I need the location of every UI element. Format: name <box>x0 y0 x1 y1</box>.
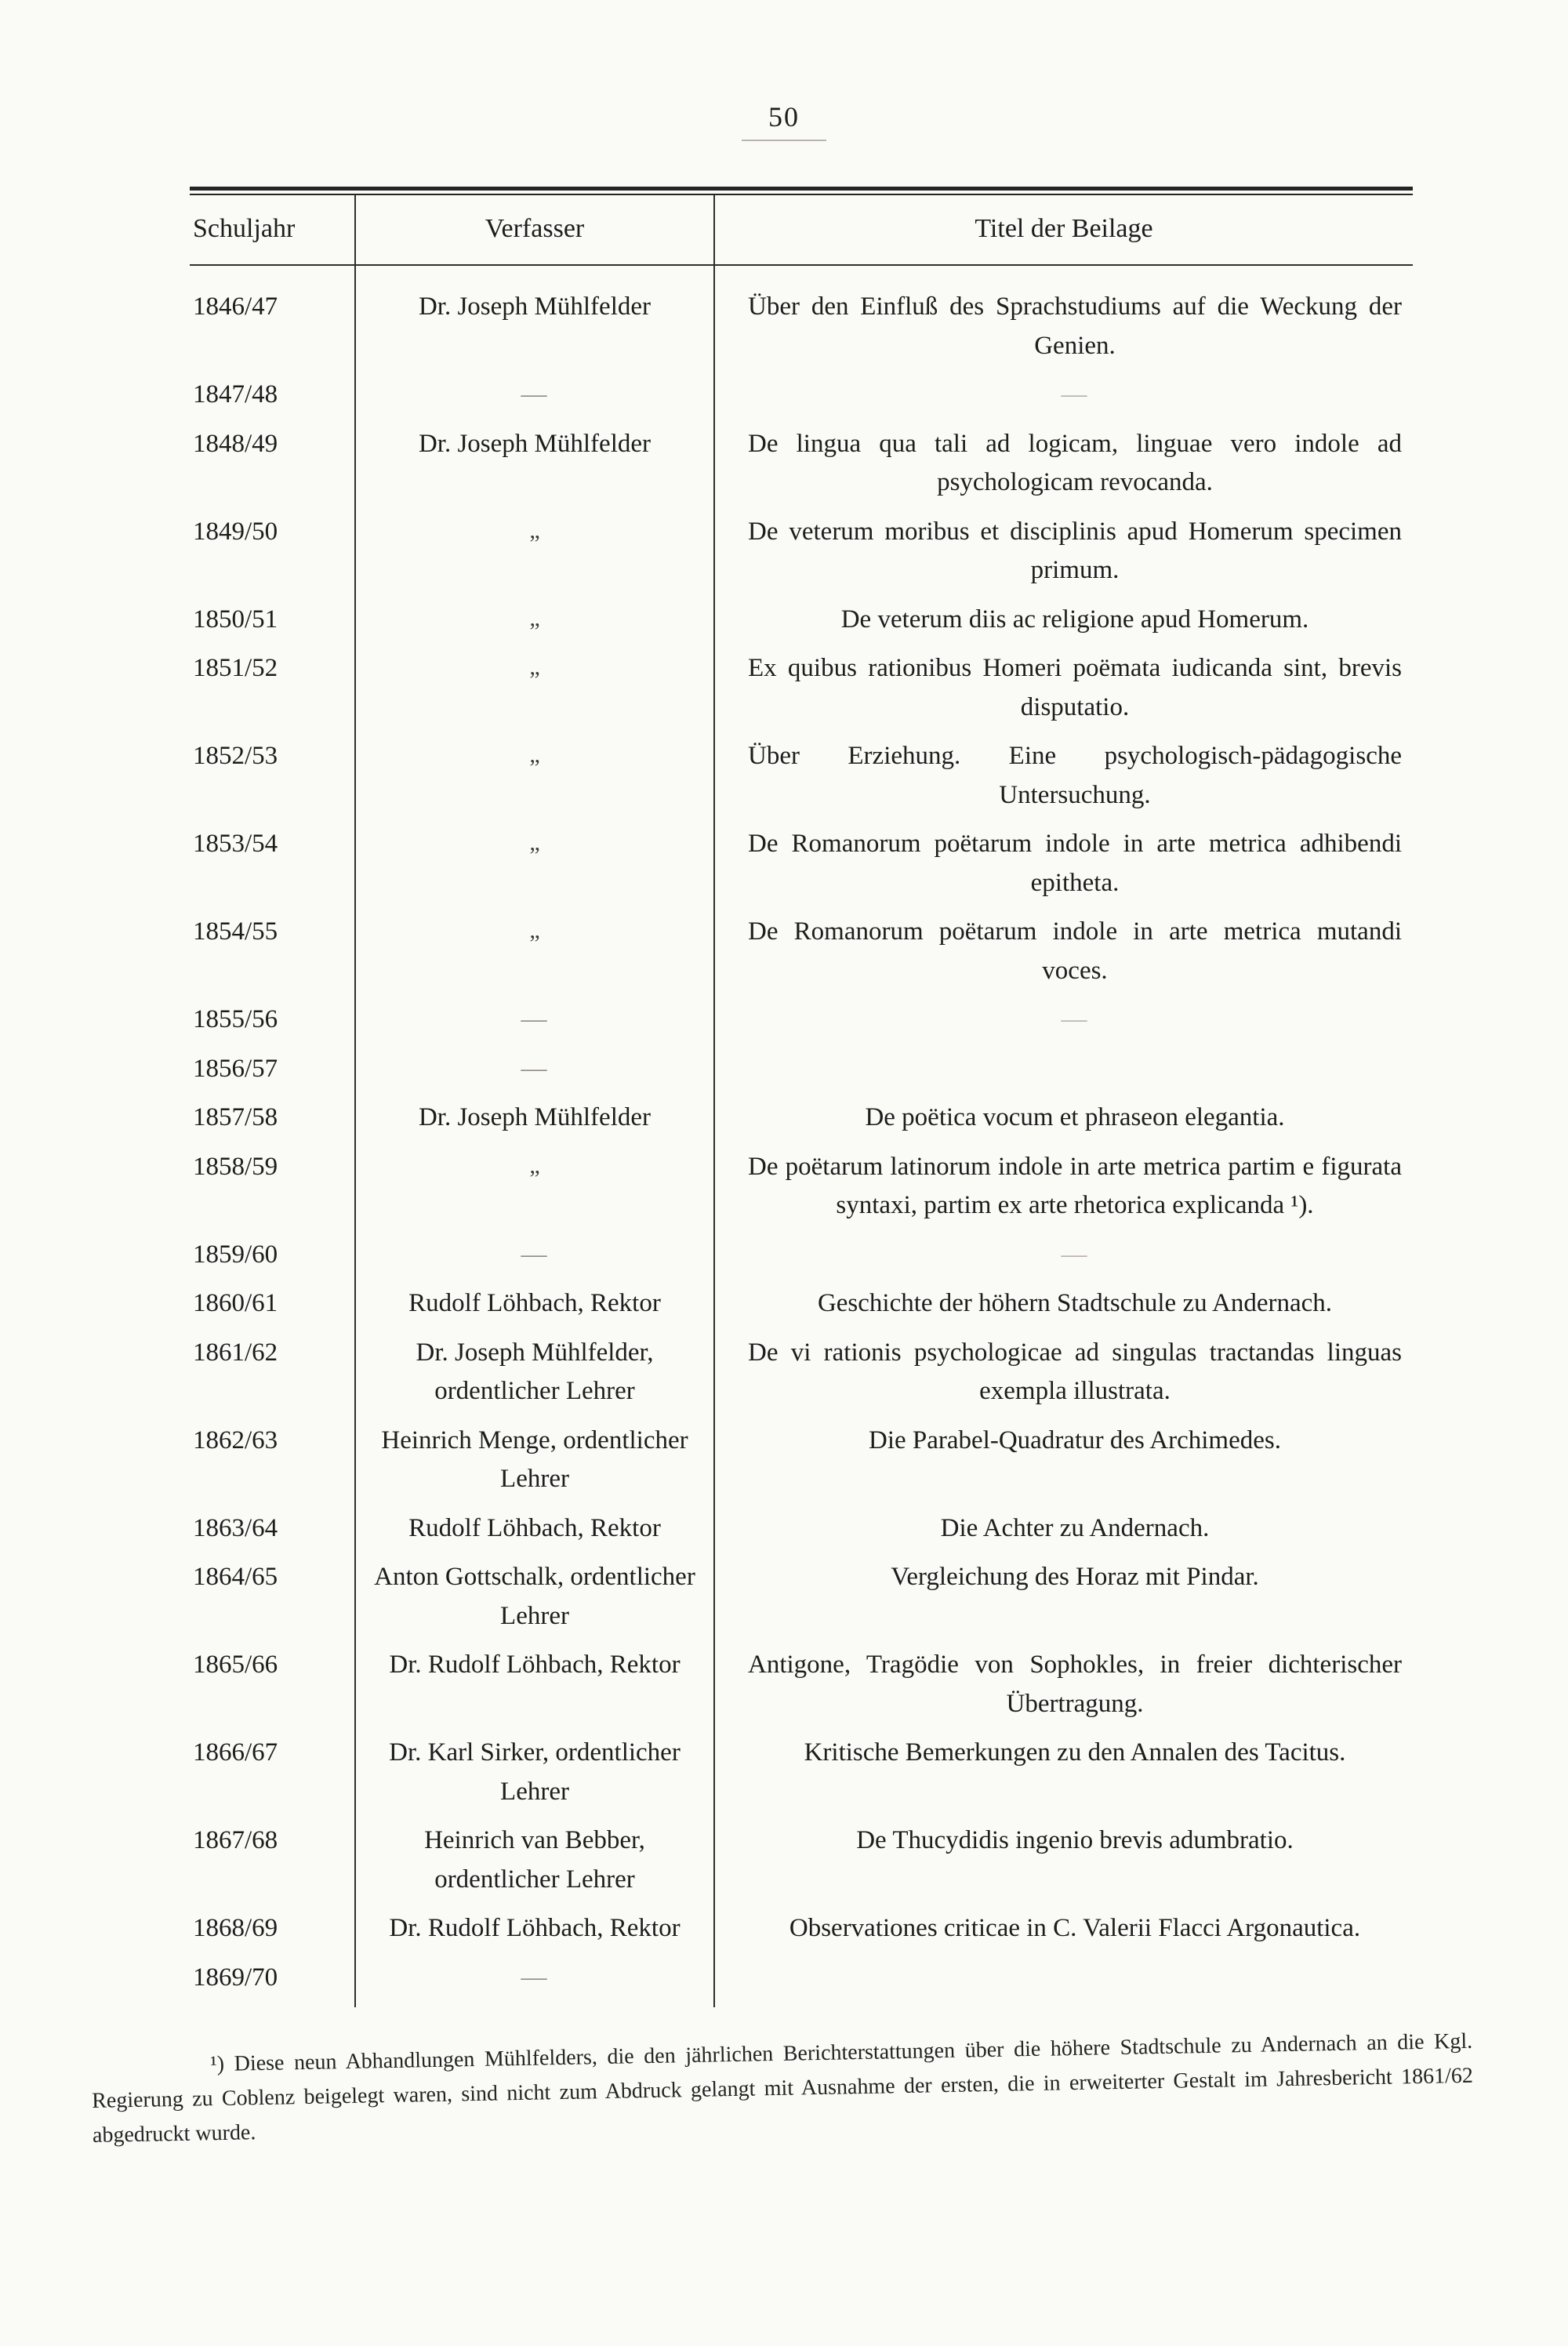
author-cell: „ <box>356 737 715 825</box>
title-cell: De lingua qua tali ad logicam, linguae vero indole ad psychologicam revocanda. <box>748 429 1402 496</box>
author-cell: „ <box>356 913 715 1000</box>
table-row <box>190 1422 1413 1509</box>
header-schuljahr: Schuljahr <box>190 195 356 264</box>
title-cell: — <box>1061 380 1089 409</box>
author-cell: Rudolf Löhbach, Rektor <box>356 1509 715 1559</box>
author-cell: — <box>356 1050 715 1099</box>
year-cell: 1849/50 <box>190 513 356 601</box>
title-cell: Über Erziehung. Eine psychologisch-pädagogische Untersuchung. <box>748 742 1402 809</box>
year-cell: 1861/62 <box>190 1334 356 1422</box>
table-row <box>190 1334 1413 1422</box>
author-cell: „ <box>356 649 715 737</box>
author-cell: Dr. Joseph Mühlfelder <box>356 1099 715 1148</box>
table-header-row <box>190 195 1413 266</box>
table-top-rule <box>190 187 1413 195</box>
title-cell: Observationes criticae in C. Valerii Flacci Argonautica. <box>789 1914 1361 1942</box>
title-cell: Die Achter zu Andernach. <box>940 1513 1210 1542</box>
author-cell: — <box>356 1959 715 2008</box>
author-cell: — <box>356 376 715 425</box>
table-row <box>190 601 1413 650</box>
table-row <box>190 1148 1413 1236</box>
author-cell: „ <box>356 825 715 913</box>
author-cell: Dr. Rudolf Löhbach, Rektor <box>356 1909 715 1959</box>
table-row <box>190 1558 1413 1646</box>
author-cell: „ <box>356 1148 715 1236</box>
table-row <box>190 1959 1413 2008</box>
year-cell: 1848/49 <box>190 425 356 513</box>
title-cell: Geschichte der höhern Stadtschule zu Andernach. <box>817 1289 1333 1317</box>
year-cell: 1868/69 <box>190 1909 356 1959</box>
table-row <box>190 1050 1413 1099</box>
table-row <box>190 1236 1413 1285</box>
year-cell: 1850/51 <box>190 601 356 650</box>
year-cell: 1852/53 <box>190 737 356 825</box>
title-cell: Kritische Bemerkungen zu den Annalen des Tacitus. <box>804 1738 1346 1767</box>
author-cell: Dr. Joseph Mühlfelder, ordentlicher Lehrer <box>356 1334 715 1422</box>
table-row <box>190 825 1413 913</box>
title-cell: Die Parabel-Quadratur des Archimedes. <box>869 1425 1281 1454</box>
title-cell: De poëtica vocum et phraseon elegantia. <box>865 1103 1285 1131</box>
author-cell: Rudolf Löhbach, Rektor <box>356 1284 715 1334</box>
title-cell: De Romanorum poëtarum indole in arte metrica adhibendi epitheta. <box>748 830 1402 897</box>
author-cell: „ <box>356 513 715 601</box>
table-row <box>190 376 1413 425</box>
table-row <box>190 1734 1413 1821</box>
author-cell: Dr. Joseph Mühlfelder <box>356 425 715 513</box>
title-cell: Ex quibus rationibus Homeri poëmata iudicanda sint, brevis disputatio. <box>748 654 1402 721</box>
year-cell: 1866/67 <box>190 1734 356 1821</box>
table-row <box>190 1909 1413 1959</box>
table-row <box>190 425 1413 513</box>
table-body <box>190 266 1413 2007</box>
year-cell: 1853/54 <box>190 825 356 913</box>
header-verfasser: Verfasser <box>356 195 715 264</box>
author-cell: Dr. Karl Sirker, ordentlicher Lehrer <box>356 1734 715 1821</box>
title-cell <box>715 1050 1413 1099</box>
year-cell: 1864/65 <box>190 1558 356 1646</box>
title-cell: De veterum diis ac religione apud Homerum. <box>840 605 1309 634</box>
year-cell: 1857/58 <box>190 1099 356 1148</box>
header-titel-der-beilage: Titel der Beilage <box>975 214 1153 243</box>
author-cell: Heinrich van Bebber, ordentlicher Lehrer <box>356 1821 715 1909</box>
report-table <box>190 187 1413 2007</box>
title-cell: — <box>1061 1240 1089 1269</box>
year-cell: 1858/59 <box>190 1148 356 1236</box>
table-row <box>190 1000 1413 1050</box>
footnote: ¹) Diese neun Abhandlungen Mühlfelders, die den jährlichen Berichterstattungen über die höhere Stadtschule zu Andernach an die Kgl. Regierung zu Coblenz beigelegt waren, sind nicht zum Abdruck gelangt mit Ausnahme der ersten, die in erweiterter Gestalt im Jahresbericht 1861/62 abgedruckt wurde. <box>91 2028 1474 2148</box>
title-cell: De vi rationis psychologicae ad singulas tractandas linguas exempla illustrata. <box>748 1338 1402 1405</box>
year-cell: 1846/47 <box>190 266 356 376</box>
year-cell: 1860/61 <box>190 1284 356 1334</box>
year-cell: 1854/55 <box>190 913 356 1000</box>
author-cell: „ <box>356 601 715 650</box>
table-row <box>190 1509 1413 1559</box>
table-row <box>190 649 1413 737</box>
year-cell: 1867/68 <box>190 1821 356 1909</box>
table-row <box>190 1284 1413 1334</box>
author-cell: — <box>356 1236 715 1285</box>
author-cell: — <box>356 1000 715 1050</box>
author-cell: Heinrich Menge, ordentlicher Lehrer <box>356 1422 715 1509</box>
year-cell: 1851/52 <box>190 649 356 737</box>
author-cell: Dr. Rudolf Löhbach, Rektor <box>356 1646 715 1734</box>
title-cell <box>715 1959 1413 2008</box>
year-cell: 1863/64 <box>190 1509 356 1559</box>
year-cell: 1847/48 <box>190 376 356 425</box>
title-cell: De veterum moribus et disciplinis apud Homerum specimen primum. <box>748 517 1402 584</box>
title-cell: De poëtarum latinorum indole in arte metrica partim e figurata syntaxi, partim ex arte rhetorica explicanda ¹). <box>748 1152 1402 1219</box>
year-cell: 1856/57 <box>190 1050 356 1099</box>
table-row <box>190 1646 1413 1734</box>
table-row <box>190 913 1413 1000</box>
title-cell: Antigone, Tragödie von Sophokles, in freier dichterischer Übertragung. <box>748 1651 1402 1718</box>
year-cell: 1869/70 <box>190 1959 356 2008</box>
title-cell: Über den Einfluß des Sprachstudiums auf die Weckung der Genien. <box>748 292 1402 360</box>
table-row <box>190 1821 1413 1909</box>
year-cell: 1859/60 <box>190 1236 356 1285</box>
author-cell: Dr. Joseph Mühlfelder <box>356 266 715 376</box>
table-row <box>190 266 1413 376</box>
year-cell: 1862/63 <box>190 1422 356 1509</box>
table-row <box>190 737 1413 825</box>
table-row <box>190 1099 1413 1148</box>
table-row <box>190 513 1413 601</box>
year-cell: 1865/66 <box>190 1646 356 1734</box>
title-cell: De Thucydidis ingenio brevis adumbratio. <box>856 1826 1294 1854</box>
title-cell: — <box>1061 1005 1089 1033</box>
page-header <box>0 100 1568 141</box>
year-cell: 1855/56 <box>190 1000 356 1050</box>
title-cell: Vergleichung des Horaz mit Pindar. <box>891 1563 1259 1591</box>
author-cell: Anton Gottschalk, ordentlicher Lehrer <box>356 1558 715 1646</box>
page-number: 50 <box>742 100 826 141</box>
title-cell: De Romanorum poëtarum indole in arte metrica mutandi voces. <box>748 917 1402 985</box>
